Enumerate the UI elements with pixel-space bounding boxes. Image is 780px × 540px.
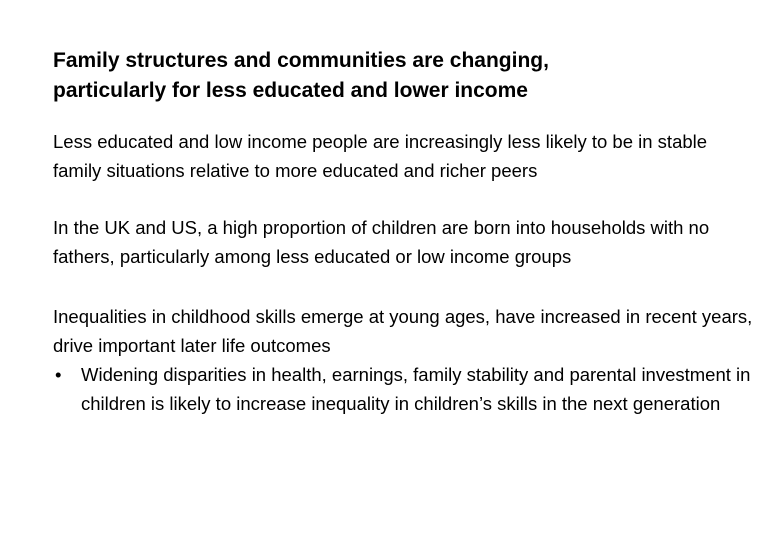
title-line-2: particularly for less educated and lower income [53, 79, 528, 102]
paragraph-households-no-fathers: In the UK and US, a high proportion of children are born into households with no fathers, particularly among less educated or low income groups [53, 217, 710, 267]
bullet-text: Widening disparities in health, earnings, family stability and parental investment in children is likely to increase inequality in children’s skills in the next generation [81, 364, 751, 414]
slide-content [53, 46, 753, 418]
paragraph-childhood-skills: Inequalities in childhood skills emerge at young ages, have increased in recent years, drive important later life outcomes [53, 306, 753, 356]
slide-title [53, 46, 753, 106]
title-line-1: Family structures and communities are changing, [53, 49, 549, 72]
bullet-item [53, 360, 753, 418]
paragraph-family-stability: Less educated and low income people are increasingly less likely to be in stable family situations relative to more educated and richer peers [53, 131, 708, 181]
bullet-marker: • [55, 364, 62, 385]
